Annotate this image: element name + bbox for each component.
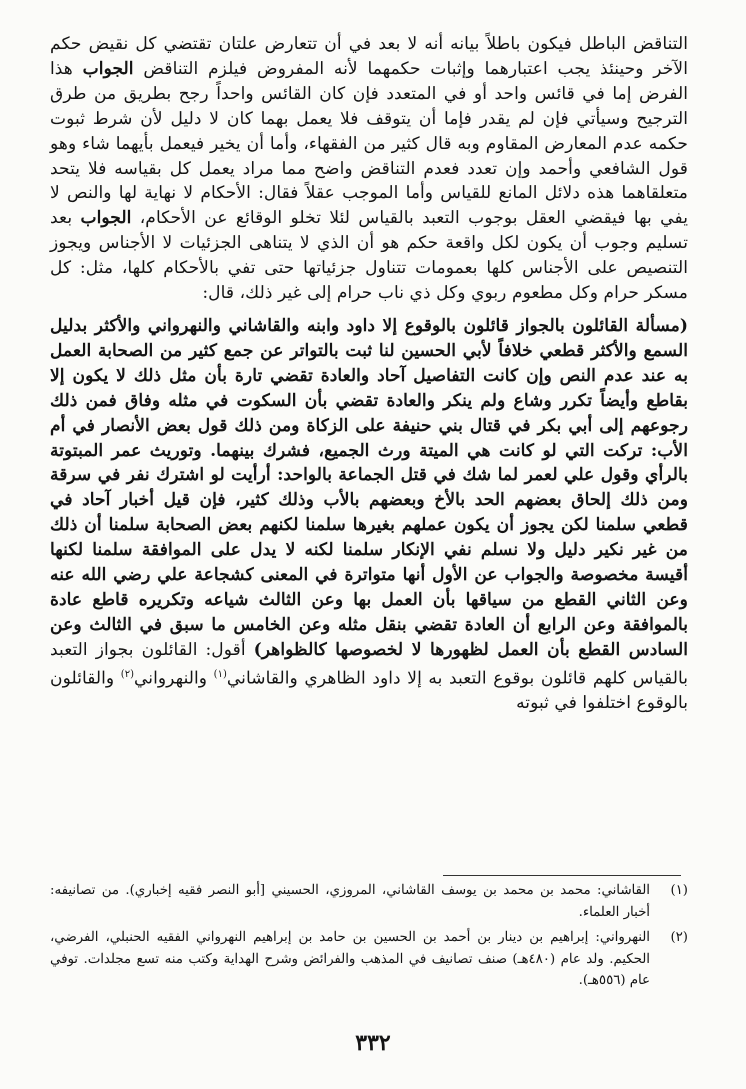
footnote-number: (١) (670, 883, 688, 898)
text-run: بعد تسليم وجوب أن يكون لكل واقعة حكم هو أن الذي لا يتناهى الجزئيات لا الأجناس ويجوز التنصيص على الأجناس كلها بعمومات تتناول جزئياتها حتى تفي بالأحكام كلها، مثل: كل مسكر حرام وكل مطعوم ربوي وكل ذي ناب حرام إلى غير ذلك، قال: (50, 208, 688, 304)
footnotes (50, 880, 688, 996)
quoted-matn: (مسألة القائلون بالجواز قائلون بالوقوع إلا داود وابنه والقاشاني والنهرواني والأكثر بدليل السمع والأكثر قطعي خلافاً لأبي الحسين لنا ثبت بالتواتر عن جمع كثير من الصحابة العمل به عند عدم النص وإن كانت التفاصيل آحاد والعادة تقضي تارة بأن مثل ذلك لا يكون إلا بقاطع وأيضاً تكرر وشاع ولم ينكر والعادة تقضي بأن السكوت في مثله وفاق فمن ذلك رجوعهم إلى أبي بكر في قتال بني حنيفة على الزكاة ومن ذلك قول بعض الأنصار في أم الأب: تركت التي لو كانت هي الميتة ورث الجميع، فشرك بينهما. وتوريث عمر المبتوتة بالرأي وقول علي لعمر لما شك في قتل الجماعة بالواحد: أرأيت لو اشترك نفر في سرقة ومن ذلك إلحاق بعضهم الحد بالأخ وبعضهم بالأب وذلك كثير، فإن قيل أخبار آحاد في قطعي سلمنا لكن يجوز أن يكون عملهم بغيرها سلمنا لكنهم بعض الصحابة سلمنا أن ذلك من غير نكير دليل ولا نسلم نفي الإنكار سلمنا لكنه لا يدل على الموافقة سلمنا لكنها أقيسة مخصوصة والجواب عن الأول أنها متواترة في المعنى كشجاعة علي رضي الله عنه وعن الثاني القطع من سياقها بأن العمل بها وعن الثالث شياعه وتكريره قاطع عادة بالموافقة وعن الرابع أن العادة تقضي بنقل مثله وعن الخامس ما سبق في الثالث وعن السادس القطع بأن العمل لظهورها لا لخصوصها كالظواهر) (50, 315, 689, 660)
body-paragraph-1 (50, 32, 688, 306)
page-number: ٣٣٢ (355, 1030, 391, 1056)
text-run: والقائلون بالوقوع اختلفوا في ثبوته (50, 668, 688, 714)
footnote-text: القاشاني: محمد بن محمد بن يوسف القاشاني، المروزي، الحسيني [أبو النصر فقيه إخباري). من تصانيفه: أخبار العلماء. (50, 883, 650, 920)
text-run: هذا الفرض إما في قائس واحد أو في المتعدد فإن كان القائس واحداً رجح بطريق من طرق الترجيح وسيأتي فإن لم يقدر فإما أن يتوقف فلا يعمل بهما كان لا دليل لأن شرط ثبوت حكمه عدم المعارض المقاوم وبه قال كثير من الفقهاء، وأما أن يخير فيعمل بأيهما شاء وهو قول الشافعي وأحمد وإن تعدد فعدم التناقض واضح مما مراد يعمل كل بقياسه فلا يتحد متعلقاهما هذه دلائل المانع للقياس وأما الموجب عقلاً فقال: الأحكام لا نهاية لها والنص لا يفي بها فيقضي العقل بوجوب التعبد بالقياس لئلا تخلو الوقائع عن الأحكام، (50, 58, 688, 229)
footnote-ref-2: (٢) (120, 668, 134, 680)
footnote-number: (٢) (670, 930, 688, 945)
footnote-text: النهرواني: إبراهيم بن دينار بن أحمد بن الحسين بن حامد بن إبراهيم النهرواني الفقيه الحنبلي، الفرضي، الحكيم. ولد عام (٤٨٠هـ) صنف تصانيف في المذهب والفرائض وشرح الهداية وكتب منه تسع مجلدات. توفي عام (٥٥٦هـ). (50, 930, 650, 988)
footnote-2 (50, 927, 688, 992)
footnote-divider (443, 875, 681, 876)
body-paragraph-2 (50, 314, 688, 716)
keyword-answer: الجواب (82, 58, 134, 79)
text-run: والنهرواني (133, 668, 214, 689)
text-run: أقول: القائلون بجواز التعبد بالقياس كلهم قائلون بوقوع التعبد به إلا داود الظاهري والقاشاني (50, 639, 688, 689)
footnote-1 (50, 880, 688, 923)
footnote-ref-1: (١) (213, 668, 227, 680)
keyword-answer: الجواب (80, 208, 132, 229)
text-run: التناقض الباطل فيكون باطلاً بيانه أنه لا بعد في أن تتعارض علتان تقتضي كل نقيض حكم الآخر وحينئذ يجب اعتبارهما وإثبات حكمهما لأنه المفروض فيلزم التناقض (50, 34, 688, 79)
